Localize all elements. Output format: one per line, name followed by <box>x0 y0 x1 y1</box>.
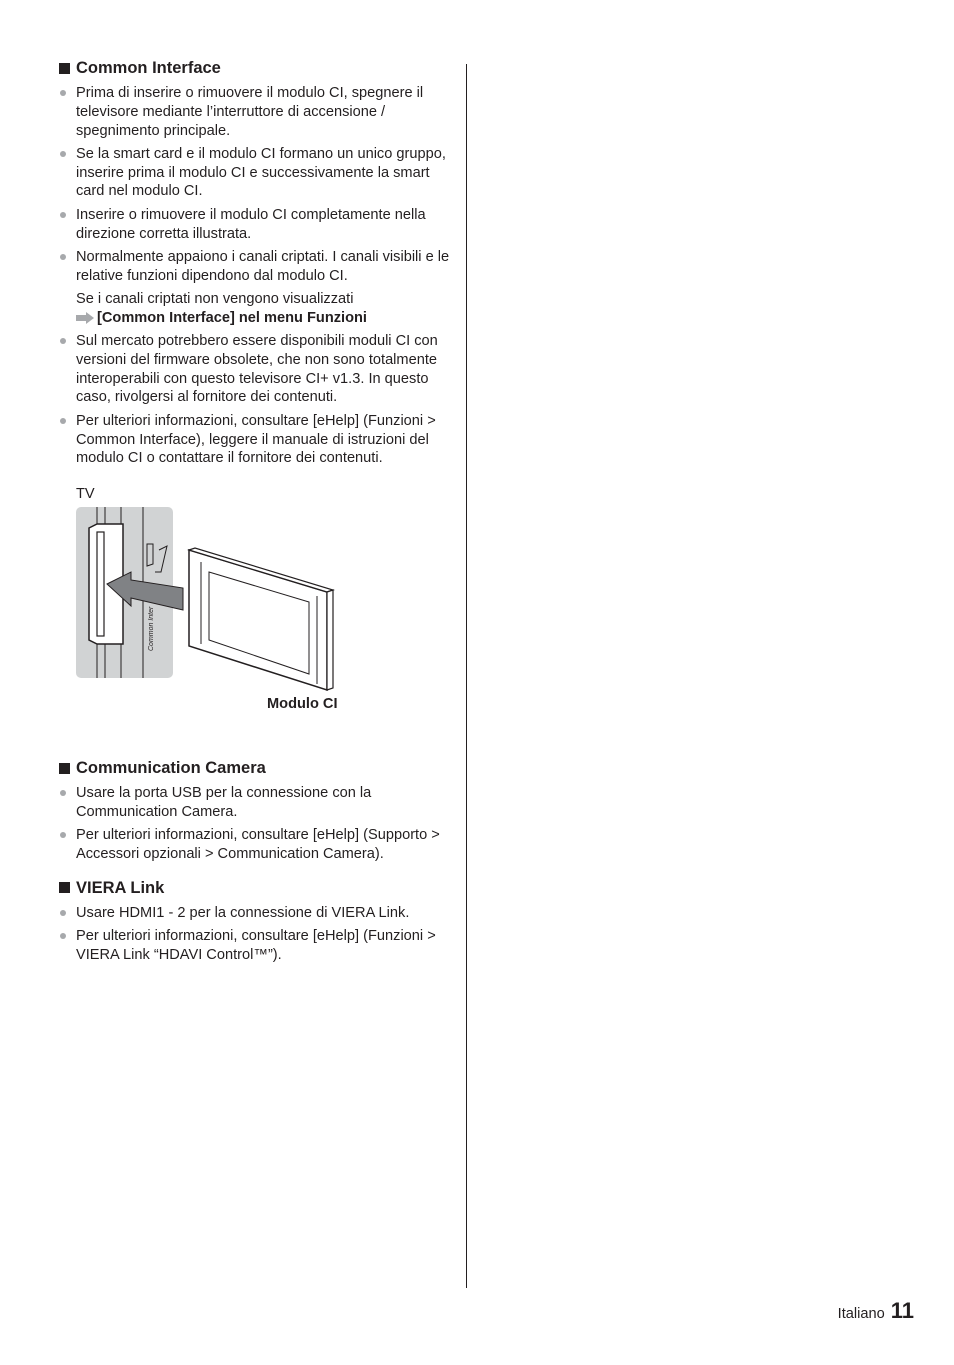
column-divider <box>466 64 467 1288</box>
list-item: Usare HDMI1 - 2 per la connessione di VIERA Link. <box>58 904 453 923</box>
bullet-dot-icon <box>60 338 66 344</box>
section-heading-communication-camera <box>58 756 453 780</box>
note-reference: [Common Interface] nel menu Funzioni <box>76 309 453 328</box>
bullet-dot-icon <box>60 832 66 838</box>
arrow-right-icon <box>76 312 94 324</box>
square-bullet-icon <box>59 763 70 774</box>
section-communication-camera <box>58 756 453 864</box>
page-footer <box>838 1298 914 1324</box>
footer-language: Italiano <box>837 1306 885 1322</box>
bullet-dot-icon <box>60 910 66 916</box>
list-item: Se la smart card e il modulo CI formano un unico gruppo, inserire prima il modulo CI e successivamente la smart card nel modulo CI. <box>58 145 453 201</box>
section-title: VIERA Link <box>76 878 165 897</box>
ci-module-label: Modulo CI <box>267 696 338 713</box>
page-number: 11 <box>890 1298 914 1323</box>
left-column <box>58 56 453 969</box>
ci-insertion-diagram <box>75 506 355 696</box>
bullet-dot-icon <box>60 933 66 939</box>
list-item: Per ulteriori informazioni, consultare [eHelp] (Funzioni > VIERA Link “HDAVI Control™”). <box>58 927 453 965</box>
list-item: Per ulteriori informazioni, consultare [eHelp] (Supporto > Accessori opzionali > Communication Camera). <box>58 826 453 864</box>
list-item: Inserire o rimuovere il modulo CI completamente nella direzione corretta illustrata. <box>58 206 453 244</box>
note-block <box>58 290 453 328</box>
section-title: Common Interface <box>76 59 221 77</box>
ci-module-illustration <box>58 486 453 738</box>
bullet-dot-icon <box>60 90 66 96</box>
square-bullet-icon <box>59 882 70 893</box>
bullet-dot-icon <box>60 254 66 260</box>
section-viera-link <box>58 876 453 965</box>
bullet-dot-icon <box>60 418 66 424</box>
section-heading-viera-link <box>58 876 453 900</box>
bullet-dot-icon <box>60 790 66 796</box>
section-heading-common-interface <box>58 56 453 80</box>
bullet-list <box>58 904 453 965</box>
bullet-dot-icon <box>60 151 66 157</box>
list-item: Per ulteriori informazioni, consultare [eHelp] (Funzioni > Common Interface), leggere il manuale di istruzioni del modulo CI o contattare il fornitore dei contenuti. <box>58 412 453 468</box>
bullet-list <box>58 84 453 285</box>
section-title: Communication Camera <box>76 759 266 778</box>
list-item: Usare la porta USB per la connessione con la Communication Camera. <box>58 784 453 822</box>
tv-label: TV <box>76 486 95 503</box>
bullet-dot-icon <box>60 212 66 218</box>
bullet-list <box>58 784 453 864</box>
bullet-list <box>58 332 453 468</box>
square-bullet-icon <box>59 63 70 74</box>
list-item: Sul mercato potrebbero essere disponibili moduli CI con versioni del firmware obsolete, che non sono totalmente interoperabili con questo televisore CI+ v1.3. In questo caso, rivolgersi al fornitore dei contenuti. <box>58 332 453 407</box>
note-text: Se i canali criptati non vengono visualizzati <box>76 290 354 307</box>
list-item: Prima di inserire o rimuovere il modulo CI, spegnere il televisore mediante l’interruttore di accensione / spegnimento principale. <box>58 84 453 140</box>
list-item: Normalmente appaiono i canali criptati. I canali visibili e le relative funzioni dipendono dal modulo CI. <box>58 248 453 286</box>
slot-label: Common Inter <box>148 606 155 652</box>
